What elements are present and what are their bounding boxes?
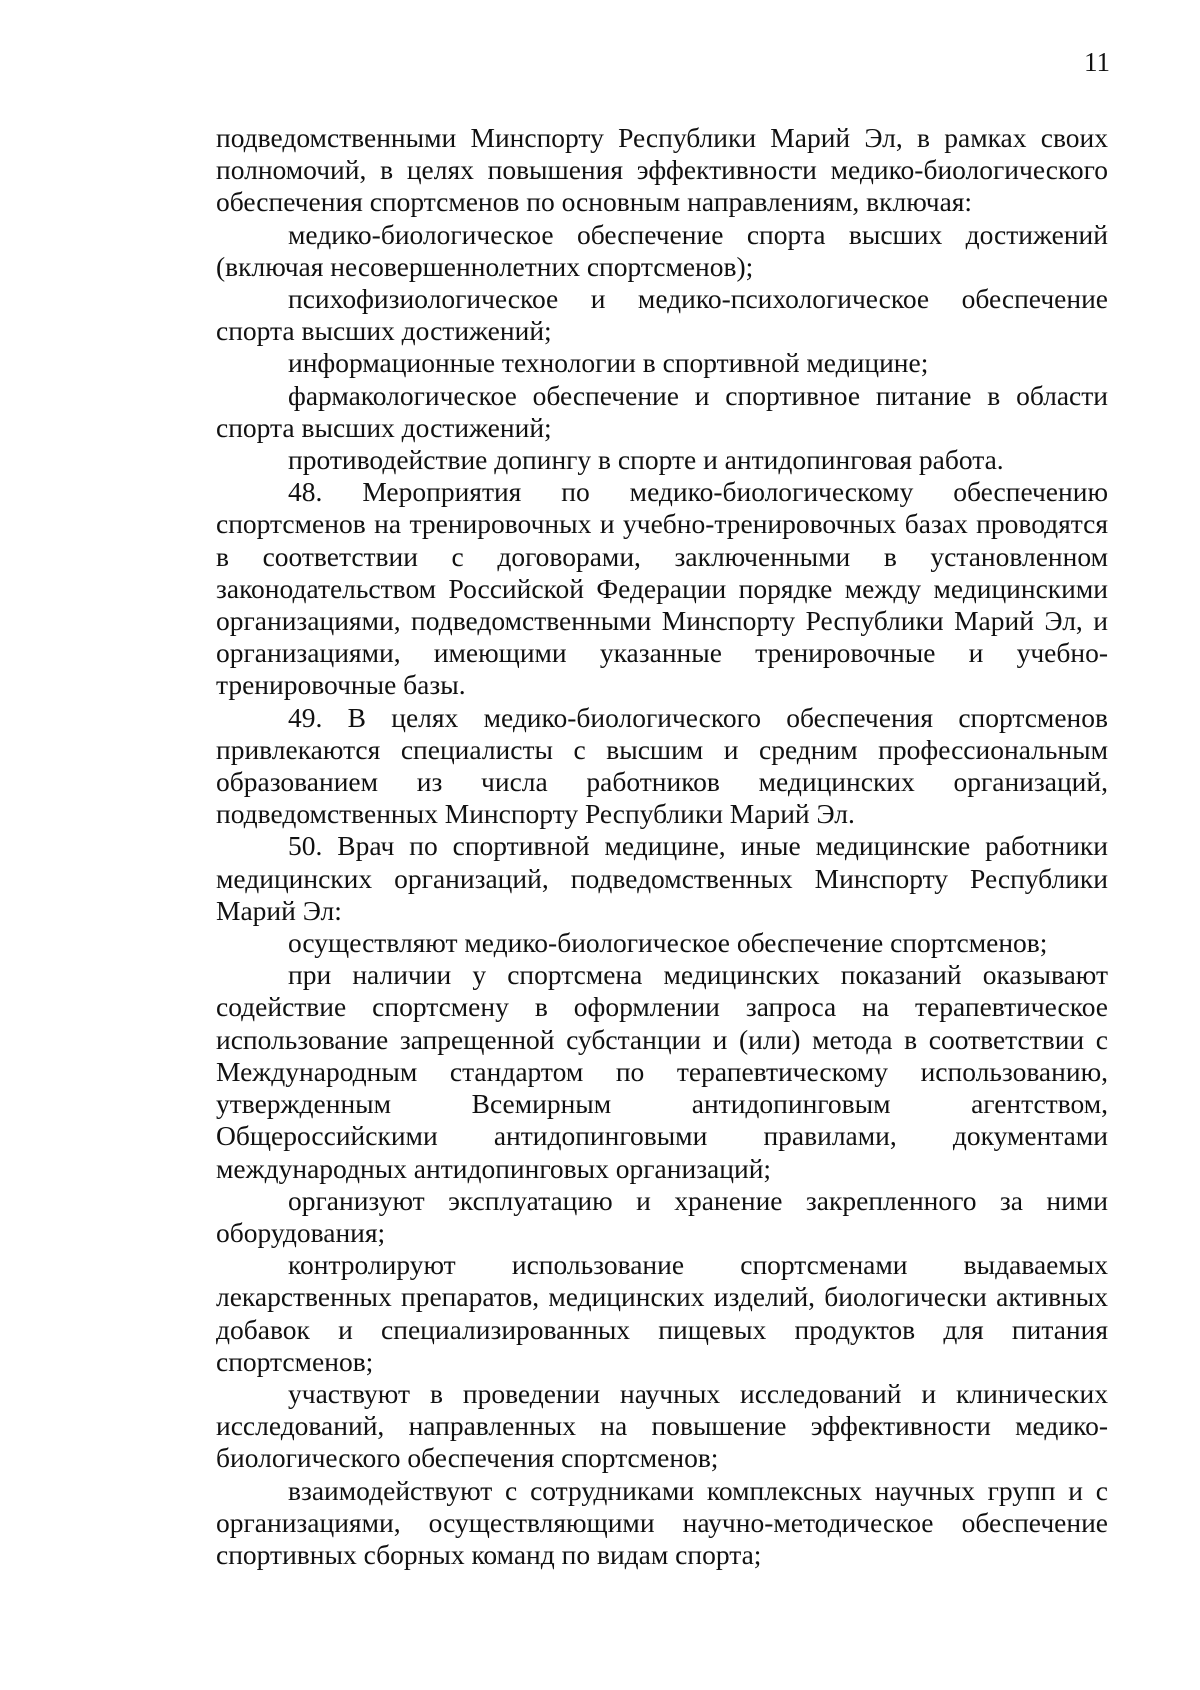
document-body	[216, 122, 1108, 1571]
duty-item-control-usage: контролируют использование спортсменами выдаваемых лекарственных препаратов, медицинских изделий, биологически активных добавок и специализированных пищевых продуктов для питания спортсменов;	[216, 1249, 1108, 1377]
paragraph-intro-continuation: подведомственными Минспорту Республики Марий Эл, в рамках своих полномочий, в целях повышения эффективности медико-биологического обеспечения спортсменов по основным направлениям, включая:	[216, 122, 1108, 218]
list-item-anti-doping: противодействие допингу в спорте и антидопинговая работа.	[288, 444, 1004, 476]
duty-item-equipment: организуют эксплуатацию и хранение закрепленного за ними оборудования;	[216, 1184, 1108, 1248]
page-number: 11	[1084, 47, 1110, 77]
list-item-psychophysiological: психофизиологическое и медико-психологическое обеспечение спорта высших достижений;	[216, 283, 1108, 347]
list-item-medbio-support: медико-биологическое обеспечение спорта высших достижений (включая несовершеннолетних спортсменов);	[216, 218, 1108, 282]
list-item-pharmacological: фармакологическое обеспечение и спортивное питание в области спорта высших достижений;	[216, 379, 1108, 443]
clause-48: 48. Мероприятия по медико-биологическому обеспечению спортсменов на тренировочных и учебно-тренировочных базах проводятся в соответствии с договорами, заключенными в установленном законодательством Российской Федерации порядке между медицинскими организациями, подведомственными Минспорту Республики Марий Эл, и организациями, имеющими указанные тренировочные и учебно-тренировочные базы.	[216, 476, 1108, 701]
clause-49: 49. В целях медико-биологического обеспечения спортсменов привлекаются специалисты с высшим и средним профессиональным образованием из числа работников медицинских организаций, подведомственных Минспорту Республики Марий Эл.	[216, 701, 1108, 830]
duty-item-research: участвуют в проведении научных исследований и клинических исследований, направленных на повышение эффективности медико-биологического обеспечения спортсменов;	[216, 1377, 1108, 1474]
list-item-it-in-sports-medicine: информационные технологии в спортивной медицине;	[288, 347, 929, 379]
duty-item-tue-request: при наличии у спортсмена медицинских показаний оказывают содействие спортсмену в оформлении запроса на терапевтическое использование запрещенной субстанции и (или) метода в соответствии с Международным стандартом по терапевтическому использованию, утвержденным Всемирным антидопинговым агентством, Общероссийскими антидопинговыми правилами, документами международных антидопинговых организаций;	[216, 959, 1108, 1184]
duty-item-cooperation: взаимодействуют с сотрудниками комплексных научных групп и с организациями, осуществляющими научно-методическое обеспечение спортивных сборных команд по видам спорта;	[216, 1474, 1108, 1570]
duty-item-support: осуществляют медико-биологическое обеспечение спортсменов;	[288, 927, 1048, 959]
clause-50: 50. Врач по спортивной медицине, иные медицинские работники медицинских организаций, подведомственных Минспорту Республики Марий Эл:	[216, 830, 1108, 926]
